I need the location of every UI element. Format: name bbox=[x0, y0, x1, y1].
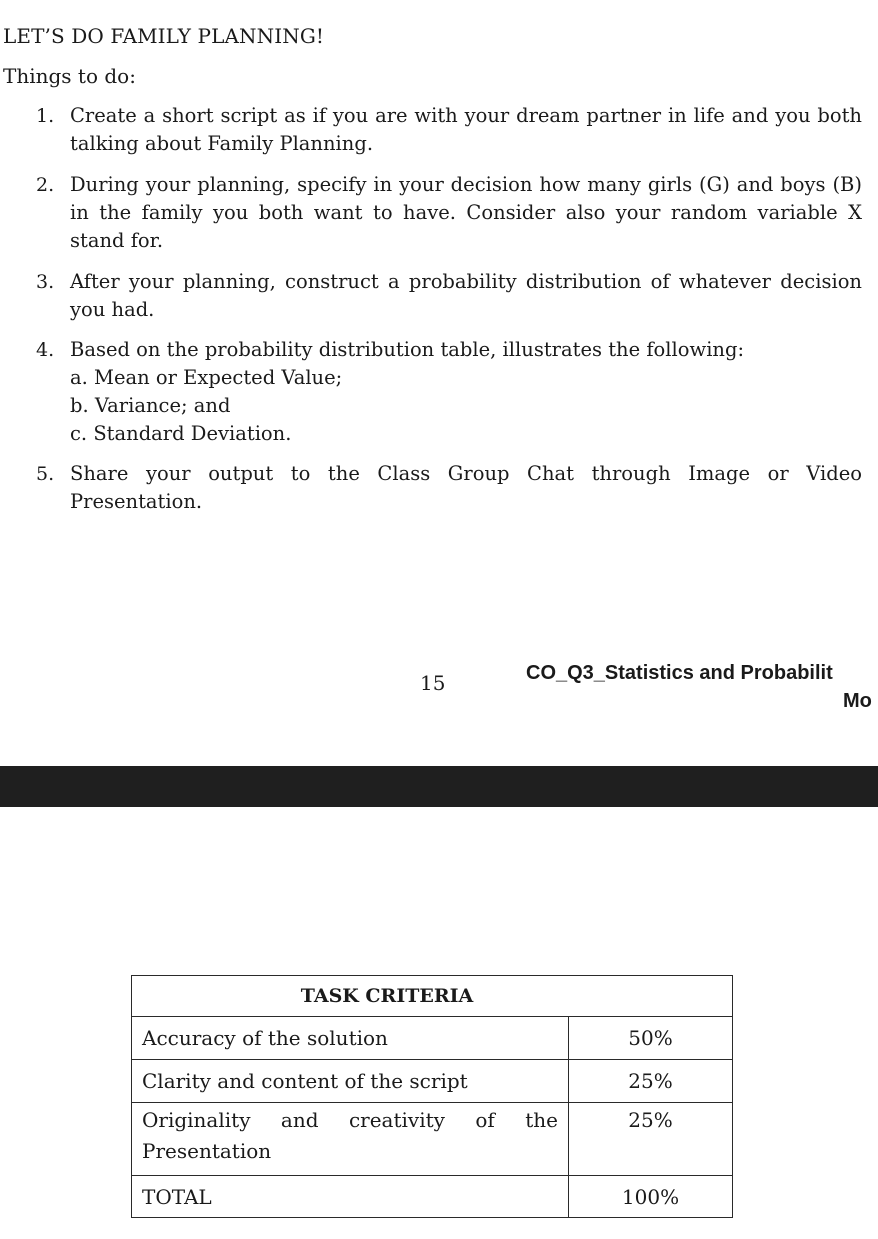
table-row bbox=[132, 1103, 733, 1176]
table-row bbox=[132, 1060, 733, 1103]
task-number: 3. bbox=[36, 271, 55, 293]
footer-module-title: CO_Q3_Statistics and Probabilit bbox=[526, 662, 833, 684]
footer-module-label: Mo bbox=[843, 690, 872, 712]
task-text: During your planning, specify in your decision how many girls (G) and boys (B) in the family you both want to have. Consider also your random variable X stand for. bbox=[70, 173, 862, 252]
criteria-weight: 25% bbox=[569, 1060, 733, 1103]
page-number: 15 bbox=[420, 671, 446, 695]
task-criteria-table bbox=[131, 975, 733, 1218]
task-text: Based on the probability distribution table, illustrates the following: bbox=[70, 338, 745, 361]
table-header-row bbox=[132, 976, 733, 1017]
criteria-weight: 50% bbox=[569, 1017, 733, 1060]
criteria-name: Originality and creativity of the Presentation bbox=[132, 1103, 569, 1176]
table-row bbox=[132, 1017, 733, 1060]
activity-heading: LET’S DO FAMILY PLANNING! bbox=[3, 24, 325, 48]
task-number: 1. bbox=[36, 105, 55, 127]
table-header: TASK CRITERIA bbox=[132, 976, 733, 1017]
criteria-weight: 100% bbox=[569, 1176, 733, 1218]
task-text: After your planning, construct a probability distribution of whatever decision you had. bbox=[70, 270, 862, 321]
task-number: 2. bbox=[36, 174, 55, 196]
task-number: 5. bbox=[36, 463, 55, 485]
criteria-name: TOTAL bbox=[132, 1176, 569, 1218]
criteria-weight: 25% bbox=[569, 1103, 733, 1176]
page-divider-band bbox=[0, 766, 878, 807]
task-number: 4. bbox=[36, 339, 55, 361]
table-row-total bbox=[132, 1176, 733, 1218]
task-text: Create a short script as if you are with your dream partner in life and you both talking about Family Planning. bbox=[70, 104, 862, 155]
task-text: Share your output to the Class Group Chat through Image or Video Presentation. bbox=[70, 462, 862, 513]
sub-item-mean: a. Mean or Expected Value; bbox=[70, 366, 343, 389]
sub-item-variance: b. Variance; and bbox=[70, 394, 231, 417]
criteria-name: Accuracy of the solution bbox=[132, 1017, 569, 1060]
things-to-do-label: Things to do: bbox=[3, 64, 136, 88]
sub-item-std-dev: c. Standard Deviation. bbox=[70, 422, 292, 445]
criteria-name: Clarity and content of the script bbox=[132, 1060, 569, 1103]
